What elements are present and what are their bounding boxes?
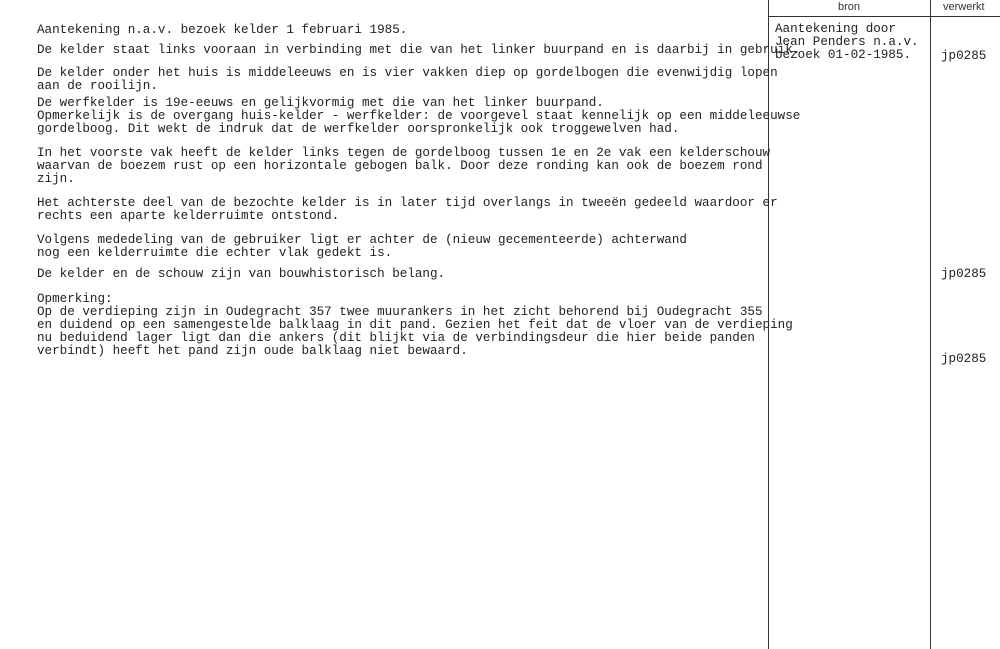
text-line: Opmerking: [37, 292, 113, 306]
bron-line: Aantekening door [775, 22, 896, 36]
bron-line: Jean Penders n.a.v. [775, 35, 919, 49]
text-line: Volgens mededeling van de gebruiker ligt er achter de (nieuw gecementeerde) achterwand [37, 233, 687, 247]
text-line: rechts een aparte kelderruimte ontstond. [37, 209, 340, 223]
text-line: zijn. [37, 172, 75, 186]
header-bron: bron [838, 1, 861, 13]
text-line: Aantekening n.a.v. bezoek kelder 1 februari 1985. [37, 23, 408, 37]
text-line: verbindt) heeft het pand zijn oude balklaag niet bewaard. [37, 344, 468, 358]
column-divider [930, 0, 931, 649]
verwerkt-code: jp0285 [941, 352, 987, 366]
text-line: waarvan de boezem rust op een horizontale gebogen balk. Door deze ronding kan ook de boezem rond [37, 159, 763, 173]
bron-line: bezoek 01-02-1985. [775, 48, 912, 62]
header-verwerkt: verwerkt [943, 1, 985, 13]
verwerkt-code: jp0285 [941, 49, 987, 63]
text-line: In het voorste vak heeft de kelder links tegen de gordelboog tussen 1e en 2e vak een kelderschouw [37, 146, 771, 160]
header-divider [768, 16, 1000, 17]
text-line: Opmerkelijk is de overgang huis-kelder - werfkelder: de voorgevel staat kennelijk op een middeleeuwse [37, 109, 801, 123]
text-line: nu beduidend lager ligt dan die ankers (dit blijkt via de verbindingsdeur die hier beide panden [37, 331, 755, 345]
text-line: De kelder staat links vooraan in verbinding met die van het linker buurpand en is daarbij in gebruik. [37, 43, 801, 57]
verwerkt-code: jp0285 [941, 267, 987, 281]
text-line: gordelboog. Dit wekt de indruk dat de werfkelder oorspronkelijk ook troggewelven had. [37, 122, 680, 136]
text-line: De kelder onder het huis is middeleeuws en is vier vakken diep op gordelbogen die evenwijdig lopen [37, 66, 778, 80]
text-line: Het achterste deel van de bezochte kelder is in later tijd overlangs in tweeën gedeeld waardoor er [37, 196, 778, 210]
text-line: Op de verdieping zijn in Oudegracht 357 twee muurankers in het zicht behorend bij Oudegracht 355 [37, 305, 763, 319]
text-line: De werfkelder is 19e-eeuws en gelijkvormig met die van het linker buurpand. [37, 96, 604, 110]
text-line: De kelder en de schouw zijn van bouwhistorisch belang. [37, 267, 446, 281]
text-line: en duidend op een samengestelde balklaag in dit pand. Gezien het feit dat de vloer van de verdieping [37, 318, 793, 332]
text-line: aan de rooilijn. [37, 79, 158, 93]
text-line: nog een kelderruimte die echter vlak gedekt is. [37, 246, 393, 260]
